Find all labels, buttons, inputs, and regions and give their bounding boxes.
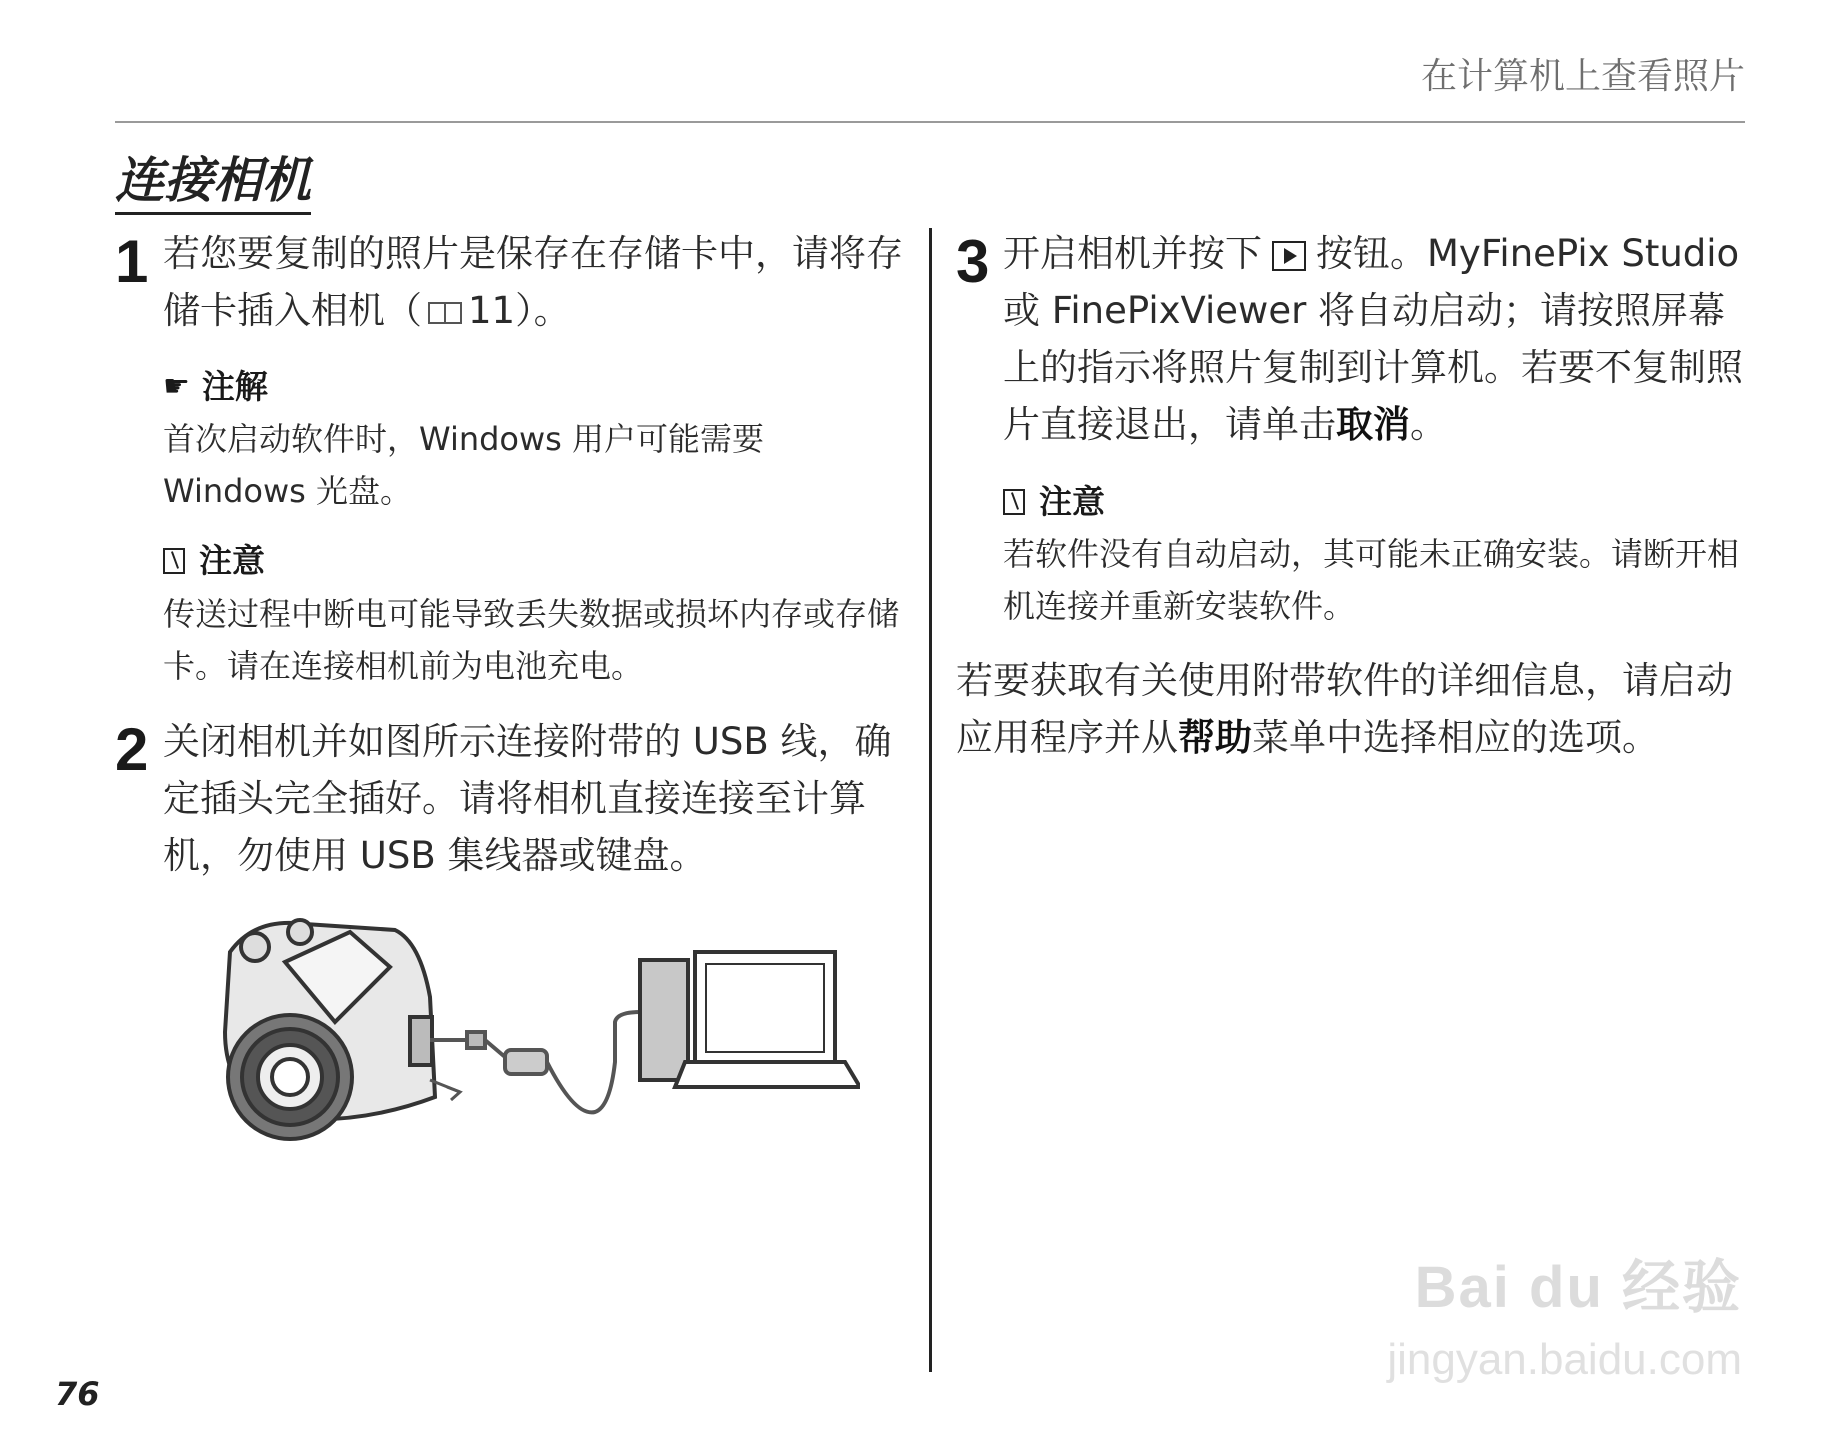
camera-computer-illustration [215,912,860,1162]
note-body: 若软件没有自动启动，其可能未正确安装。请断开相机连接并重新安装软件。 [1003,535,1740,625]
closing-text-b: 菜单中选择相应的选项。 [1252,716,1659,759]
page-number: 76 [55,1375,100,1413]
note-heading [1003,482,1105,522]
step-3-text-a: 开启相机并按下 [1003,232,1262,275]
running-header: 在计算机上查看照片 [1420,56,1745,97]
usb-cable-icon [430,1012,640,1112]
step-1-text-a: 若您要复制的照片是保存在存储卡中，请将存储卡插入相机（ [163,232,903,332]
note-heading-label: 注意 [1039,482,1105,521]
play-icon [1272,241,1306,271]
step-3-text [1003,225,1745,453]
note-heading-label: 注意 [199,541,265,580]
column-divider [929,228,932,1372]
note-heading-label: 注解 [201,367,268,406]
step-2-text: 关闭相机并如图所示连接附带的 USB 线，确定插头完全插好。请将相机直接连接至计算机，勿使用 USB 集线器或键盘。 [163,720,892,877]
pencil-icon [163,548,185,574]
step-3-text-end: 。 [1410,403,1447,446]
book-icon [428,302,462,324]
note-heading [163,541,265,581]
watermark-url: jingyan.baidu.com [1387,1335,1742,1384]
step-1-text-b: 11）。 [468,289,571,332]
computer-icon [640,952,860,1087]
note-body: 首次启动软件时，Windows 用户可能需要 Windows 光盘。 [163,420,765,510]
closing-text-a: 若要获取有关使用附带软件的详细信息，请启动应用程序并从 [956,659,1733,759]
step-3-text-b: 按钮。MyFinePix Studio 或 FinePixViewer 将自动启动；请按照屏幕上的指示将照片复制到计算机。若要不复制照片直接退出，请单击 [1003,232,1743,446]
header-rule [115,121,1745,123]
step-number: 2 [115,716,147,783]
note-body: 传送过程中断电可能导致丢失数据或损坏内存或存储卡。请在连接相机前为电池充电。 [163,595,900,685]
camera-icon [225,920,435,1139]
watermark-logo: Bai du 经验 [1414,1255,1742,1320]
note-heading [163,367,268,407]
section-title: 连接相机 [115,154,311,215]
pencil-icon [1003,489,1025,515]
pointing-hand-icon: ☛ [163,369,190,404]
step-number: 3 [956,228,988,295]
step-number: 1 [115,228,147,295]
help-label: 帮助 [1178,716,1252,759]
step-1-text [163,225,915,339]
cancel-label: 取消 [1336,403,1410,446]
closing-paragraph [956,652,1746,766]
